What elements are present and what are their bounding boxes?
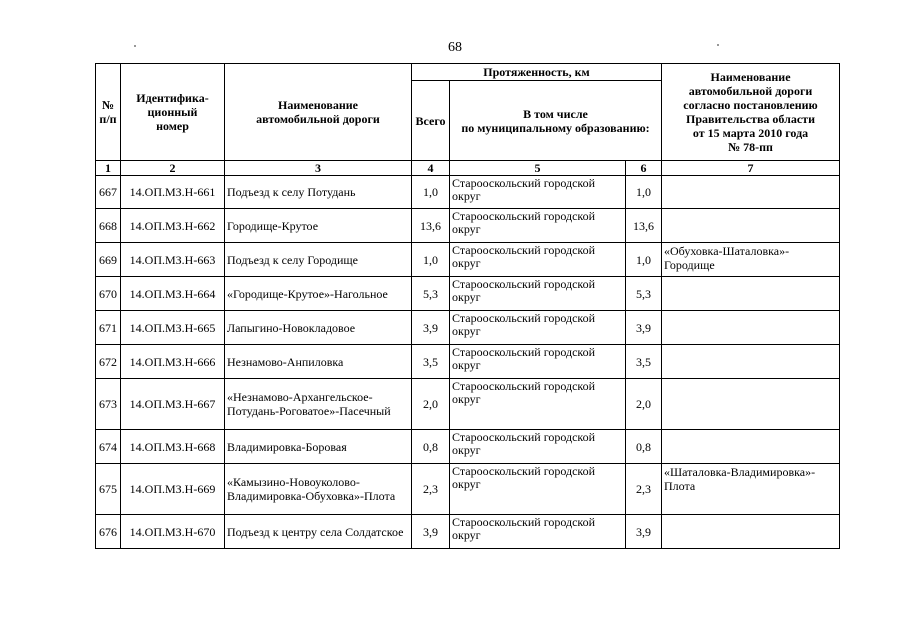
table-row [96,311,840,345]
row-total: 3,5 [412,345,450,379]
roads-table [95,63,840,549]
table-row [96,515,840,549]
row-total: 1,0 [412,243,450,277]
header-incl: В том числе по муниципальному образованию: [450,81,662,161]
row-id: 14.ОП.МЗ.Н-665 [121,311,225,345]
page-number: 68 [448,40,462,55]
row-num: 676 [96,515,121,549]
row-num: 667 [96,176,121,209]
row-muni: Старооскольский городской округ [450,515,626,549]
row-muni-km: 3,5 [626,345,662,379]
row-total: 2,3 [412,464,450,515]
row-name: «Камызино-Новоуколово-Владимировка-Обуховка»-Плота [225,464,412,515]
table-row [96,277,840,311]
row-muni-km: 5,3 [626,277,662,311]
header-id: Идентифика- ционный номер [121,64,225,161]
row-muni: Старооскольский городской округ [450,243,626,277]
col-number: 5 [450,161,626,176]
row-id: 14.ОП.МЗ.Н-667 [121,379,225,430]
table-row [96,345,840,379]
row-note [662,430,840,464]
row-muni: Старооскольский городской округ [450,379,626,430]
col-number: 4 [412,161,450,176]
row-muni-km: 0,8 [626,430,662,464]
row-name: Владимировка-Боровая [225,430,412,464]
row-muni-km: 2,3 [626,464,662,515]
row-name: Городище-Крутое [225,209,412,243]
table-row [96,209,840,243]
header-resolution: Наименование автомобильной дороги согласно постановлению Правительства области от 15 марта 2010 года № 78-пп [662,64,840,161]
row-num: 674 [96,430,121,464]
row-id: 14.ОП.МЗ.Н-669 [121,464,225,515]
row-total: 0,8 [412,430,450,464]
row-total: 3,9 [412,515,450,549]
scan-speck [134,45,136,47]
row-num: 671 [96,311,121,345]
row-note [662,176,840,209]
row-muni-km: 13,6 [626,209,662,243]
row-name: Подъезд к центру села Солдатское [225,515,412,549]
row-note: «Обуховка-Шаталовка»-Городище [662,243,840,277]
row-note: «Шаталовка-Владимировка»-Плота [662,464,840,515]
row-note [662,209,840,243]
row-name: Лапыгино-Новокладовое [225,311,412,345]
row-muni: Старооскольский городской округ [450,277,626,311]
row-id: 14.ОП.МЗ.Н-668 [121,430,225,464]
row-name: «Городище-Крутое»-Нагольное [225,277,412,311]
row-muni: Старооскольский городской округ [450,311,626,345]
row-id: 14.ОП.МЗ.Н-664 [121,277,225,311]
row-num: 675 [96,464,121,515]
row-note [662,277,840,311]
row-name: Подъезд к селу Городище [225,243,412,277]
row-total: 2,0 [412,379,450,430]
row-num: 669 [96,243,121,277]
header-total: Всего [412,81,450,161]
col-number: 6 [626,161,662,176]
row-muni: Старооскольский городской округ [450,345,626,379]
row-muni-km: 1,0 [626,176,662,209]
row-note [662,515,840,549]
col-number: 2 [121,161,225,176]
row-num: 673 [96,379,121,430]
table-row [96,379,840,430]
row-num: 668 [96,209,121,243]
header-name: Наименование автомобильной дороги [225,64,412,161]
col-number: 7 [662,161,840,176]
row-note [662,345,840,379]
row-total: 3,9 [412,311,450,345]
row-num: 672 [96,345,121,379]
row-muni: Старооскольский городской округ [450,176,626,209]
table-row [96,464,840,515]
row-note [662,311,840,345]
header-length: Протяженность, км [412,64,662,81]
table-row [96,430,840,464]
row-id: 14.ОП.МЗ.Н-663 [121,243,225,277]
row-note [662,379,840,430]
row-name: Незнамово-Анпиловка [225,345,412,379]
col-number: 3 [225,161,412,176]
scan-speck [717,44,719,46]
row-id: 14.ОП.МЗ.Н-666 [121,345,225,379]
row-total: 1,0 [412,176,450,209]
row-muni-km: 2,0 [626,379,662,430]
row-muni-km: 1,0 [626,243,662,277]
table-row [96,243,840,277]
col-number: 1 [96,161,121,176]
row-total: 5,3 [412,277,450,311]
row-id: 14.ОП.МЗ.Н-662 [121,209,225,243]
row-muni: Старооскольский городской округ [450,464,626,515]
row-id: 14.ОП.МЗ.Н-670 [121,515,225,549]
row-muni: Старооскольский городской округ [450,430,626,464]
row-muni-km: 3,9 [626,311,662,345]
table-row [96,176,840,209]
row-num: 670 [96,277,121,311]
row-name: «Незнамово-Архангельское-Потудань-Роговатое»-Пасечный [225,379,412,430]
header-num: № п/п [96,64,121,161]
row-id: 14.ОП.МЗ.Н-661 [121,176,225,209]
row-muni: Старооскольский городской округ [450,209,626,243]
row-muni-km: 3,9 [626,515,662,549]
row-total: 13,6 [412,209,450,243]
row-name: Подъезд к селу Потудань [225,176,412,209]
